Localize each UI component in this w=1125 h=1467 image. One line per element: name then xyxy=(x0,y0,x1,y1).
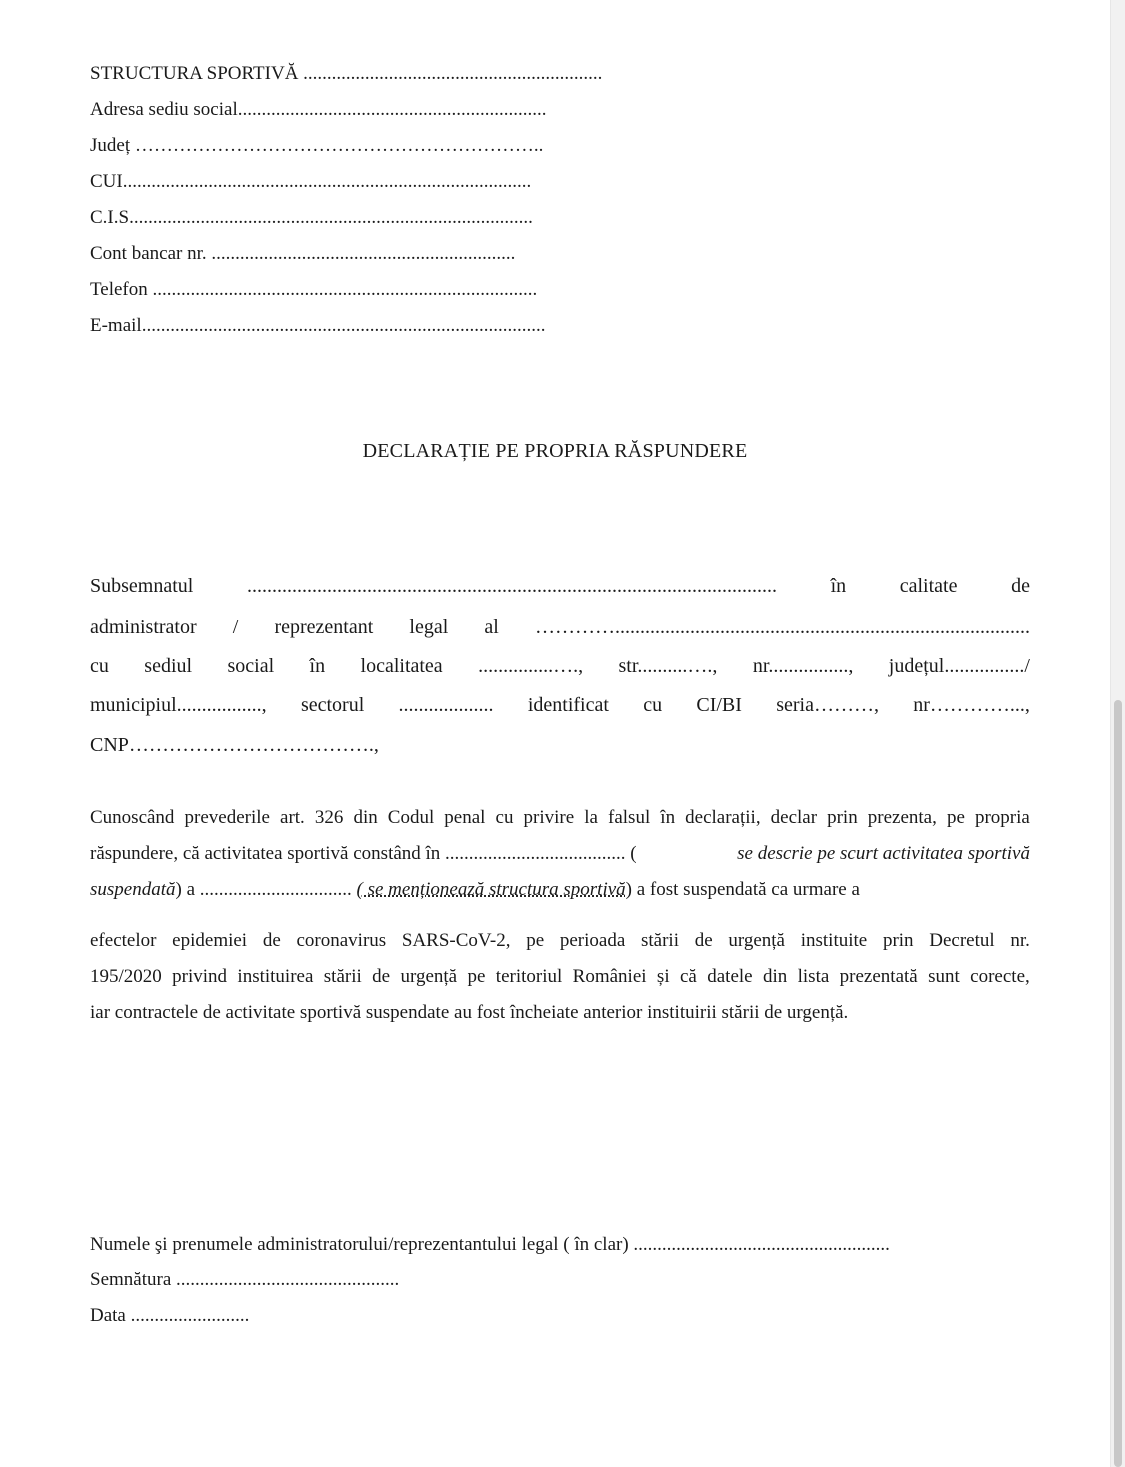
signature-name-field: Numele şi prenumele administratorului/reprezentantului legal ( în clar) ...................................................... xyxy=(90,1234,890,1255)
para2-line4: efectelor epidemiei de coronavirus SARS-CoV-2, pe perioada stării de urgență instituite prin Decretul nr. xyxy=(90,930,1030,951)
field-judet: Județ ……………………………………………………….. xyxy=(90,135,544,156)
para2-line6: iar contractele de activitate sportivă suspendate au fost încheiate anterior instituirii stării de urgență. xyxy=(90,1002,849,1023)
vertical-scrollbar[interactable] xyxy=(1110,0,1125,1467)
field-telefon: Telefon ................................................................................. xyxy=(90,279,538,300)
para2-line3: suspendată) a ................................ ( se menționează structura sportivă) a fost suspendată ca urmare a xyxy=(90,879,860,900)
para1-line1: Subsemnatul .......................................................................................................... în calitate de xyxy=(90,575,1030,597)
para1-line4: municipiul................., sectorul ................... identificat cu CI/BI seria………, nr…………..., xyxy=(90,694,1030,716)
para2-line5: 195/2020 privind instituirea stării de urgență pe teritoriul României și că datele din lista prezentată sunt corecte, xyxy=(90,966,1030,987)
para1-line2: administrator / reprezentant legal al …………................................................................................... xyxy=(90,616,1030,638)
para1-line5: CNP………………………………., xyxy=(90,734,379,756)
field-cis: C.I.S..................................................................................... xyxy=(90,207,533,228)
document-title: DECLARAȚIE PE PROPRIA RĂSPUNDERE xyxy=(362,440,748,462)
scrollbar-thumb[interactable] xyxy=(1114,700,1122,1467)
field-structura-sportiva: STRUCTURA SPORTIVĂ ............................................................... xyxy=(90,63,603,84)
para2-line2: răspundere, că activitatea sportivă constând în ...................................... ( se descrie pe scurt activitatea sportivă xyxy=(90,843,1030,864)
field-cui: CUI...................................................................................... xyxy=(90,171,532,192)
date-field: Data ......................... xyxy=(90,1305,250,1326)
field-email: E-mail..................................................................................... xyxy=(90,315,546,336)
para2-line1: Cunoscând prevederile art. 326 din Codul penal cu privire la falsul în declarații, declar prin prezenta, pe propria xyxy=(90,807,1030,828)
para1-line3: cu sediul social în localitatea ...............…., str..........…., nr................, județul................/ xyxy=(90,655,1030,677)
signature-field: Semnătura ............................................... xyxy=(90,1269,400,1290)
field-adresa-sediu: Adresa sediu social................................................................. xyxy=(90,99,547,120)
field-cont-bancar: Cont bancar nr. ................................................................ xyxy=(90,243,516,264)
